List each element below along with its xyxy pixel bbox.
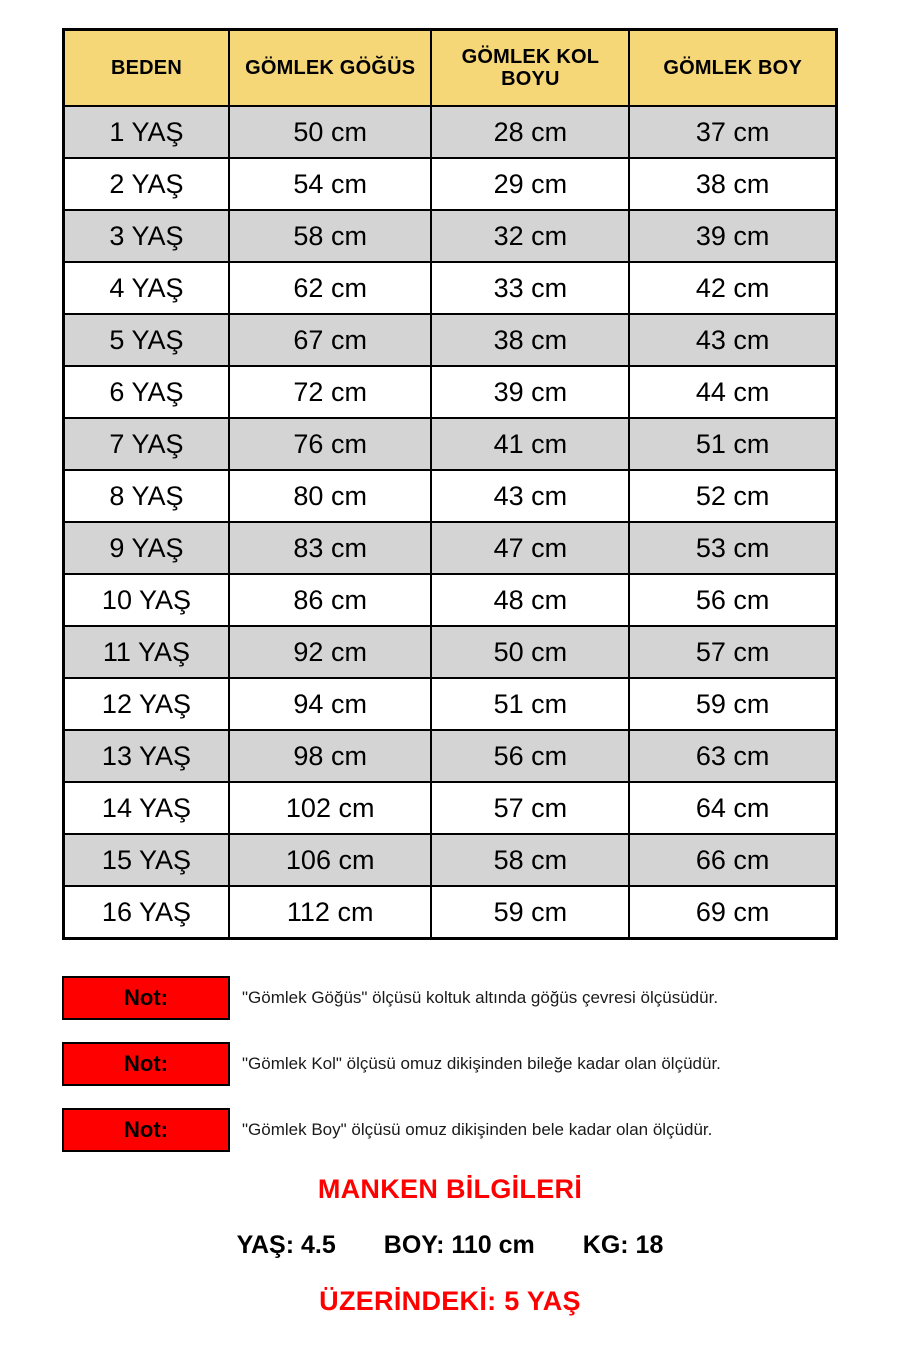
note-text: "Gömlek Boy" ölçüsü omuz dikişinden bele kadar olan ölçüdür. (242, 1119, 713, 1139)
cell-boy: 53 cm (629, 522, 836, 574)
cell-gogus: 54 cm (229, 158, 432, 210)
cell-beden: 4 YAŞ (64, 262, 229, 314)
cell-gogus: 62 cm (229, 262, 432, 314)
table-header-row (64, 30, 837, 107)
table-row (64, 730, 837, 782)
model-info-section (62, 1174, 838, 1317)
cell-kol: 33 cm (431, 262, 629, 314)
notes-section (62, 976, 838, 1152)
cell-gogus: 98 cm (229, 730, 432, 782)
table-row (64, 314, 837, 366)
table-row (64, 158, 837, 210)
table-row (64, 522, 837, 574)
model-weight: KG: 18 (582, 1231, 664, 1259)
model-stats (62, 1231, 838, 1260)
note-text: "Gömlek Göğüs" ölçüsü koltuk altında göğüs çevresi ölçüsüdür. (242, 987, 719, 1007)
table-row (64, 678, 837, 730)
cell-kol: 58 cm (431, 834, 629, 886)
cell-beden: 13 YAŞ (64, 730, 229, 782)
cell-kol: 39 cm (431, 366, 629, 418)
cell-kol: 29 cm (431, 158, 629, 210)
note-item (62, 1108, 838, 1152)
cell-kol: 51 cm (431, 678, 629, 730)
column-header-beden: BEDEN (64, 30, 229, 107)
table-row (64, 210, 837, 262)
cell-boy: 59 cm (629, 678, 836, 730)
cell-boy: 37 cm (629, 106, 836, 158)
cell-beden: 3 YAŞ (64, 210, 229, 262)
cell-kol: 47 cm (431, 522, 629, 574)
cell-beden: 9 YAŞ (64, 522, 229, 574)
cell-boy: 44 cm (629, 366, 836, 418)
cell-kol: 48 cm (431, 574, 629, 626)
cell-gogus: 92 cm (229, 626, 432, 678)
cell-kol: 50 cm (431, 626, 629, 678)
column-header-gomlek-boy: GÖMLEK BOY (629, 30, 836, 107)
cell-boy: 43 cm (629, 314, 836, 366)
model-age: YAŞ: 4.5 (236, 1231, 336, 1259)
note-badge: Not: (62, 976, 230, 1020)
table-row (64, 106, 837, 158)
table-header (64, 30, 837, 107)
cell-gogus: 102 cm (229, 782, 432, 834)
cell-gogus: 80 cm (229, 470, 432, 522)
cell-beden: 11 YAŞ (64, 626, 229, 678)
table-row (64, 366, 837, 418)
cell-beden: 14 YAŞ (64, 782, 229, 834)
cell-beden: 6 YAŞ (64, 366, 229, 418)
note-badge: Not: (62, 1108, 230, 1152)
cell-kol: 32 cm (431, 210, 629, 262)
cell-boy: 38 cm (629, 158, 836, 210)
cell-kol: 41 cm (431, 418, 629, 470)
column-header-gomlek-gogus: GÖMLEK GÖĞÜS (229, 30, 432, 107)
model-height: BOY: 110 cm (383, 1231, 535, 1259)
cell-beden: 12 YAŞ (64, 678, 229, 730)
cell-gogus: 112 cm (229, 886, 432, 939)
table-row (64, 886, 837, 939)
size-table (62, 28, 838, 940)
cell-boy: 69 cm (629, 886, 836, 939)
cell-boy: 42 cm (629, 262, 836, 314)
model-info-title: MANKEN BİLGİLERİ (317, 1174, 583, 1204)
cell-boy: 52 cm (629, 470, 836, 522)
note-item (62, 1042, 838, 1086)
cell-boy: 64 cm (629, 782, 836, 834)
cell-beden: 1 YAŞ (64, 106, 229, 158)
table-row (64, 834, 837, 886)
table-row (64, 574, 837, 626)
cell-beden: 8 YAŞ (64, 470, 229, 522)
table-row (64, 626, 837, 678)
cell-boy: 66 cm (629, 834, 836, 886)
cell-gogus: 86 cm (229, 574, 432, 626)
cell-boy: 56 cm (629, 574, 836, 626)
cell-gogus: 72 cm (229, 366, 432, 418)
table-row (64, 262, 837, 314)
cell-kol: 57 cm (431, 782, 629, 834)
cell-gogus: 50 cm (229, 106, 432, 158)
cell-gogus: 106 cm (229, 834, 432, 886)
cell-beden: 2 YAŞ (64, 158, 229, 210)
cell-beden: 7 YAŞ (64, 418, 229, 470)
cell-kol: 43 cm (431, 470, 629, 522)
cell-gogus: 94 cm (229, 678, 432, 730)
cell-beden: 10 YAŞ (64, 574, 229, 626)
table-row (64, 782, 837, 834)
cell-gogus: 67 cm (229, 314, 432, 366)
note-item (62, 976, 838, 1020)
note-text: "Gömlek Kol" ölçüsü omuz dikişinden bileğe kadar olan ölçüdür. (242, 1053, 721, 1073)
cell-kol: 59 cm (431, 886, 629, 939)
cell-kol: 56 cm (431, 730, 629, 782)
cell-boy: 39 cm (629, 210, 836, 262)
model-worn-size: ÜZERİNDEKİ: 5 YAŞ (319, 1286, 581, 1316)
table-body (64, 106, 837, 939)
cell-kol: 38 cm (431, 314, 629, 366)
cell-gogus: 83 cm (229, 522, 432, 574)
cell-beden: 15 YAŞ (64, 834, 229, 886)
cell-kol: 28 cm (431, 106, 629, 158)
cell-boy: 63 cm (629, 730, 836, 782)
cell-gogus: 76 cm (229, 418, 432, 470)
cell-boy: 57 cm (629, 626, 836, 678)
cell-gogus: 58 cm (229, 210, 432, 262)
cell-beden: 5 YAŞ (64, 314, 229, 366)
note-badge: Not: (62, 1042, 230, 1086)
table-row (64, 418, 837, 470)
cell-boy: 51 cm (629, 418, 836, 470)
cell-beden: 16 YAŞ (64, 886, 229, 939)
table-row (64, 470, 837, 522)
column-header-gomlek-kol-boyu: GÖMLEK KOL BOYU (431, 30, 629, 107)
